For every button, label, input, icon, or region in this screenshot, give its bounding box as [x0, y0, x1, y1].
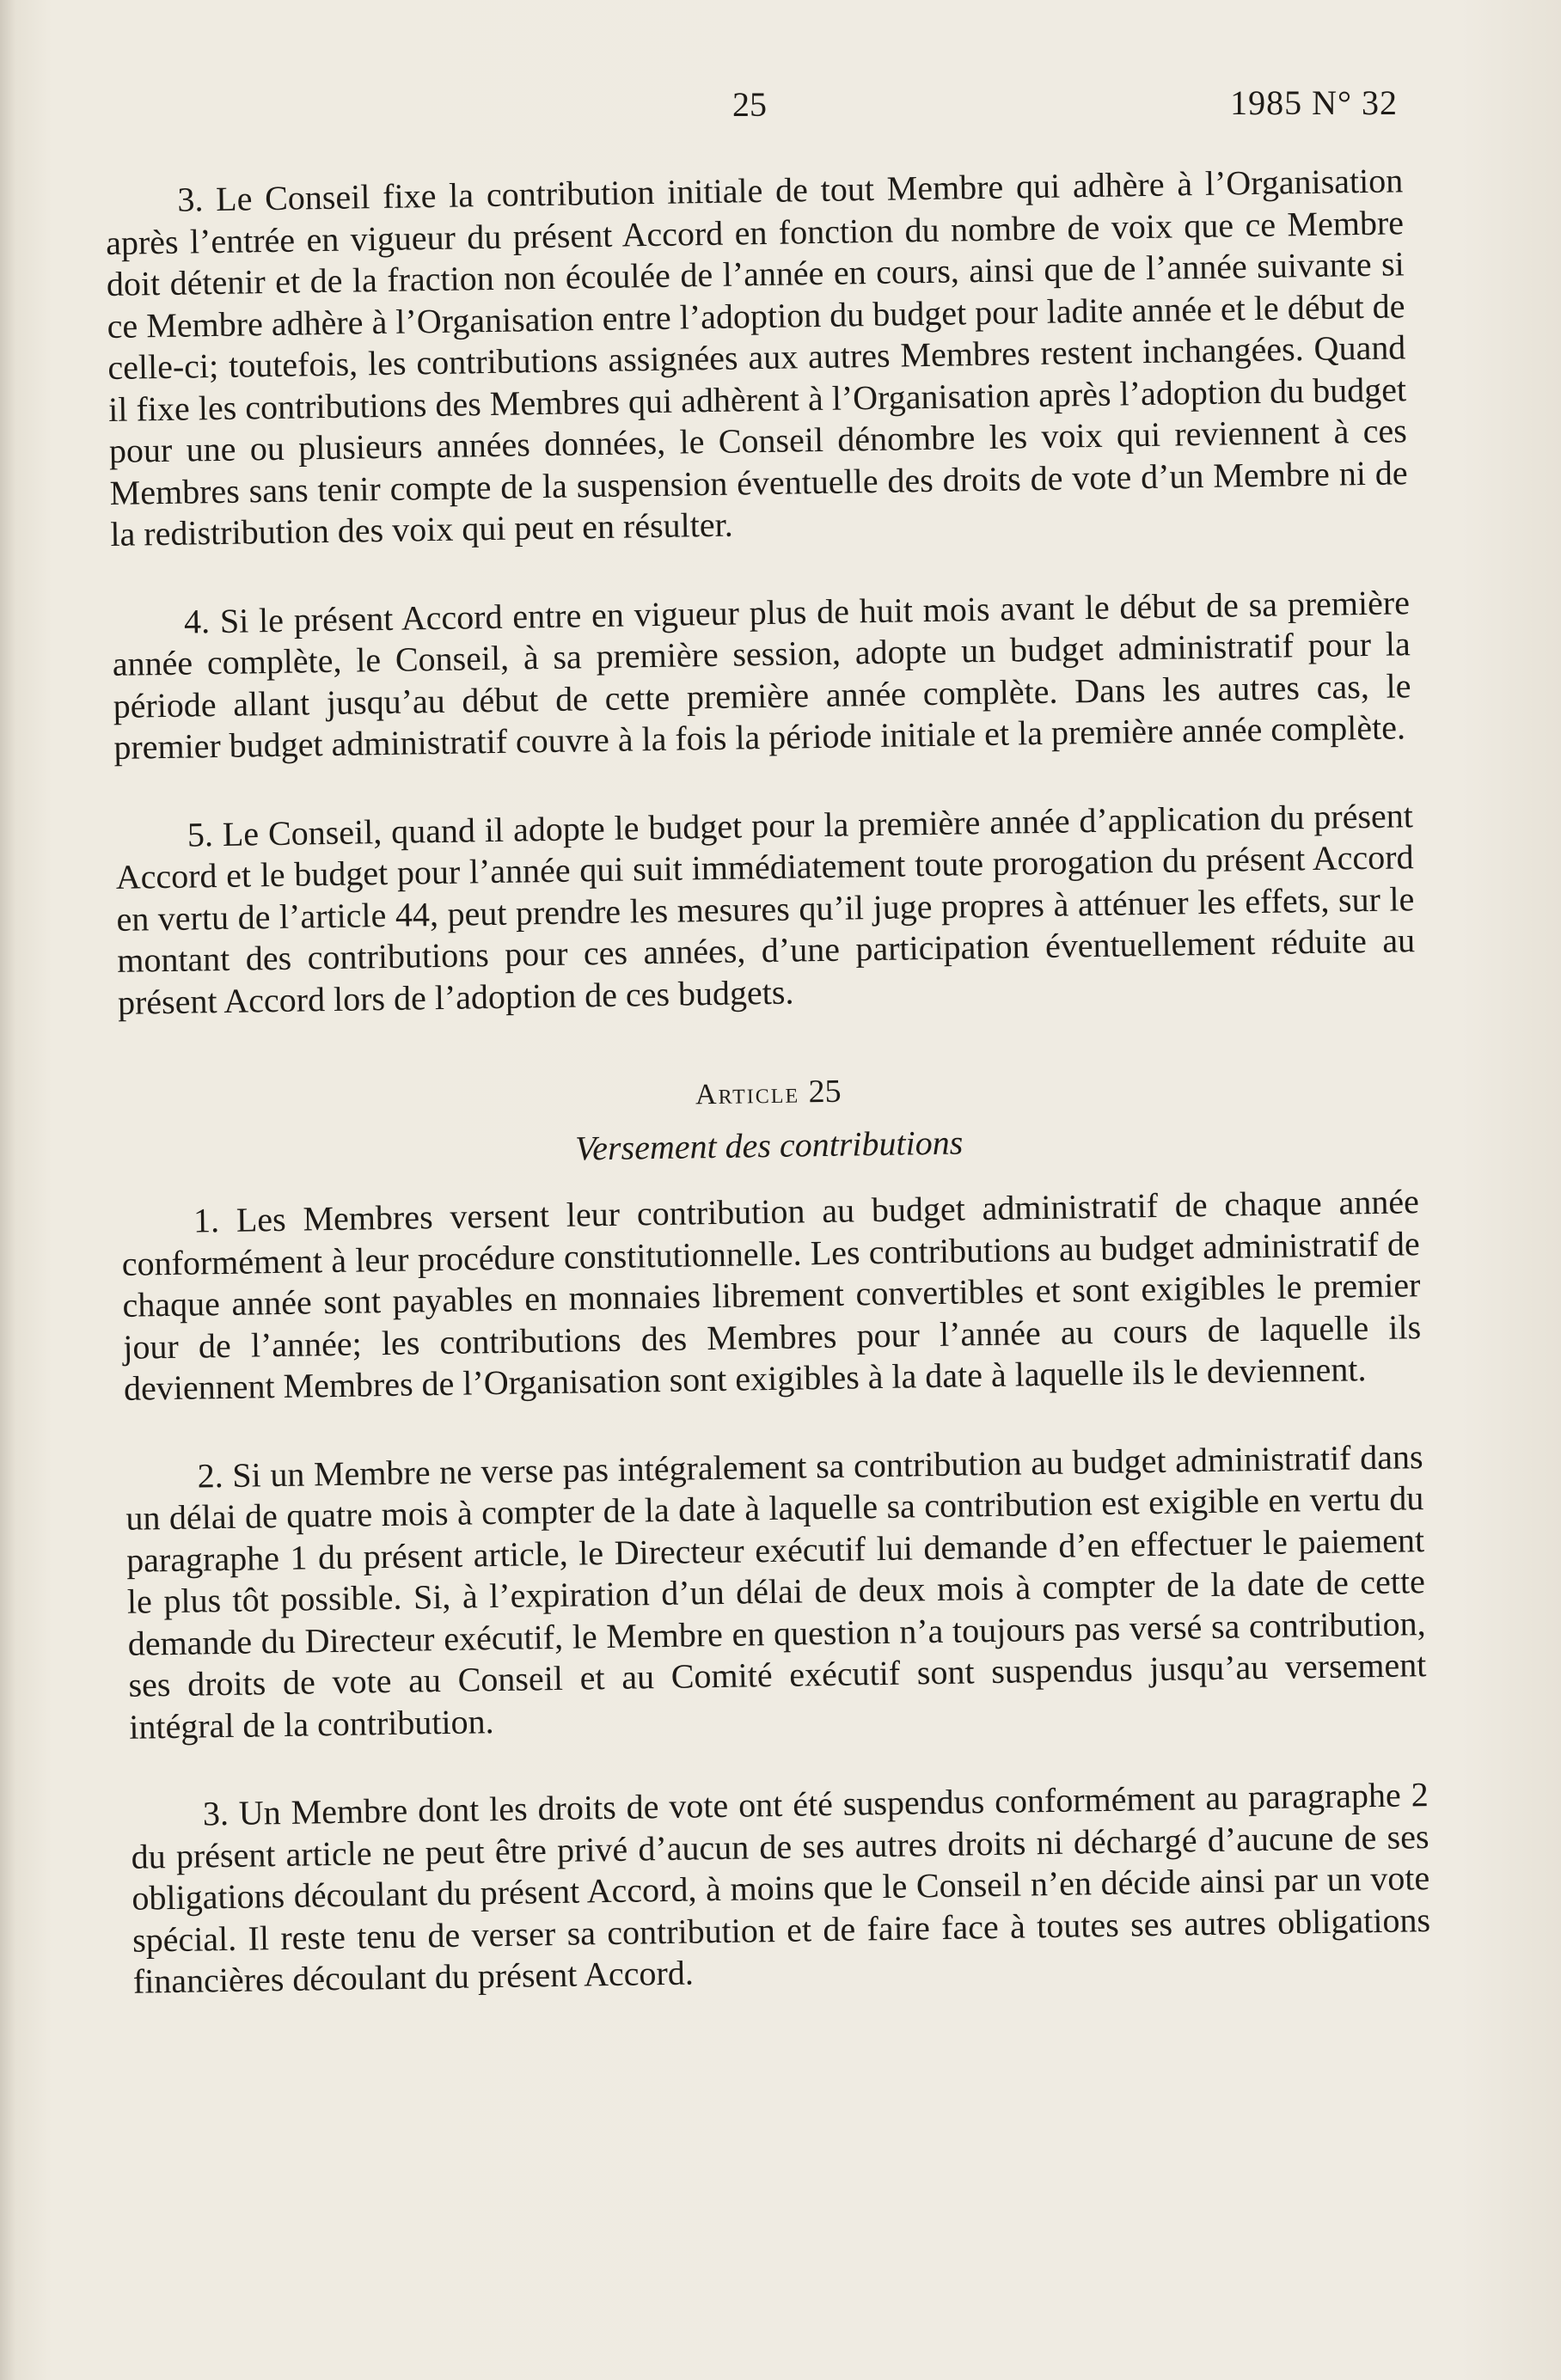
page-header — [0, 77, 1561, 138]
article-number: 25 — [808, 1073, 842, 1110]
page-number: 25 — [732, 85, 767, 124]
article-paragraph-2: 2. Si un Membre ne verse pas intégralement sa contribution au budget administratif dans un délai de quatre mois à compter de la date à laquelle sa contribution est exigible en vertu du paragraphe 1 du présent article, le Directeur exécutif lui demande d’en effectuer le paiement le plus tôt possible. Si, à l’expiration d’un délai de deux mois à compter de la date de cette demande du Directeur exécutif, le Membre en question n’a toujours pas versé sa contribution, ses droits de vote au Conseil et au Comité exécutif sont suspendus jusqu’au versement intégral de la contribution. — [125, 1436, 1427, 1747]
article-paragraph-1: 1. Les Membres versent leur contribution au budget administratif de chaque année conformément à leur procédure constitutionnelle. Les contributions au budget administratif de chaque année sont payables en monnaies librement convertibles et sont exigibles le premier jour de l’année; les contributions des Membres pour l’année au cours de laquelle ils deviennent Membres de l’Organisation sont exigibles à la date à laquelle ils le deviennent. — [121, 1182, 1422, 1408]
article-heading — [119, 1063, 1418, 1122]
paragraph-5: 5. Le Conseil, quand il adopte le budget pour la première année d’application du présent Accord et le budget pour l’année qui suit immédiatement toute prorogation du présent Accord en vertu de l’article 44, peut prendre les mesures qu’il juge propres à atténuer les effets, sur le montant des contributions pour ces années, d’une participation éventuellement réduite au présent Accord lors de l’adoption de ces budgets. — [115, 795, 1416, 1022]
article-label: Article — [695, 1077, 800, 1111]
paragraph-3: 3. Le Conseil fixe la contribution initiale de tout Membre qui adhère à l’Organisation après l’entrée en vigueur du présent Accord en fonction du nombre de voix que ce Membre doit détenir et de la fraction non écoulée de l’année en cours, ainsi que de l’année suivante si ce Membre adhère à l’Organisation entre l’adoption du budget pour ladite année et le début de celle-ci; toutefois, les contributions assignées aux autres Membres restent inchangées. Quand il fixe les contributions des Membres qui adhèrent à l’Organisation après l’adoption du budget pour une ou plusieurs années données, le Conseil dénombre les voix qui reviennent à ces Membres sans tenir compte de la suspension éventuelle des droits de vote d’un Membre ni de la redistribution des voix qui peut en résulter. — [105, 161, 1408, 554]
document-reference: 1985 N° 32 — [1230, 83, 1398, 122]
article-paragraph-3: 3. Un Membre dont les droits de vote ont été suspendus conformément au paragraphe 2 du présent article ne peut être privé d’aucun de ses autres droits ni déchargé d’aucune de ses obligations découlant du présent Accord, à moins que le Conseil n’en décide ainsi par un vote spécial. Il reste tenu de verser sa contribution et de faire face à toutes ses autres obligations financières découlant du présent Accord. — [131, 1775, 1431, 2001]
paragraph-4: 4. Si le présent Accord entre en vigueur plus de huit mois avant le début de sa première année complète, le Conseil, à sa première session, adopte un budget administratif pour la période allant jusqu’au début de cette première année complète. Dans les autres cas, le premier budget administratif couvre à la fois la période initiale et la première année complète. — [112, 582, 1411, 767]
page-body — [105, 160, 1432, 2049]
article-title: Versement des contributions — [574, 1123, 964, 1168]
